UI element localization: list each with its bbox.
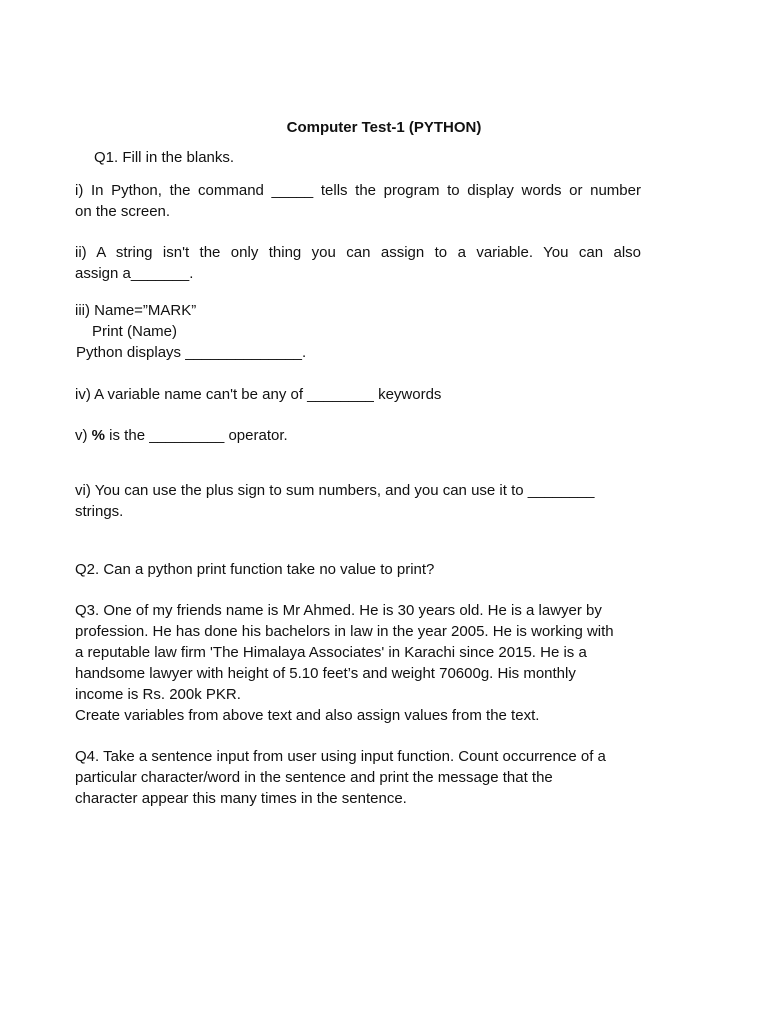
- q1-heading: Q1. Fill in the blanks.: [94, 149, 235, 166]
- q1-ii-line1: ii) A string isn't the only thing you can assign to a variable. You can also: [75, 244, 641, 261]
- q1-iii-line2: Print (Name): [92, 323, 178, 340]
- q1-iv: iv) A variable name can't be any of ________ keywords: [75, 386, 442, 403]
- q4-line3: character appear this many times in the sentence.: [75, 790, 407, 807]
- q3-line4: handsome lawyer with height of 5.10 feet’s and weight 70600g. His monthly: [75, 665, 576, 682]
- q1-v-symbol: %: [91, 427, 106, 444]
- q1-vi-line1: vi) You can use the plus sign to sum numbers, and you can use it to ________: [75, 482, 595, 499]
- q3-line2: profession. He has done his bachelors in law in the year 2005. He is working with: [75, 623, 614, 640]
- q1-i-line1: i) In Python, the command _____ tells the program to display words or number: [75, 182, 641, 199]
- q3-line6: Create variables from above text and also assign values from the text.: [75, 707, 540, 724]
- q1-ii-line2: assign a_______.: [75, 265, 194, 282]
- q1-v: [75, 425, 641, 446]
- q1-v-suffix: is the _________ operator.: [105, 427, 288, 444]
- q1-vi-line2: strings.: [75, 503, 124, 520]
- q3-line5: income is Rs. 200k PKR.: [75, 686, 241, 703]
- q1-v-prefix: v): [75, 427, 92, 444]
- page-title: Computer Test-1 (PYTHON): [286, 119, 482, 136]
- q2-text: Q2. Can a python print function take no value to print?: [75, 561, 435, 578]
- q1-iii-line1: iii) Name=”MARK”: [75, 302, 197, 319]
- q4-line1: Q4. Take a sentence input from user using input function. Count occurrence of a: [75, 748, 606, 765]
- q3-line1: Q3. One of my friends name is Mr Ahmed. He is 30 years old. He is a lawyer by: [75, 602, 602, 619]
- q3-line3: a reputable law firm 'The Himalaya Associates' in Karachi since 2015. He is a: [75, 644, 587, 661]
- q4-line2: particular character/word in the sentence and print the message that the: [75, 769, 553, 786]
- q1-iii-line3: Python displays ______________.: [76, 344, 307, 361]
- q1-i-line2: on the screen.: [75, 203, 171, 220]
